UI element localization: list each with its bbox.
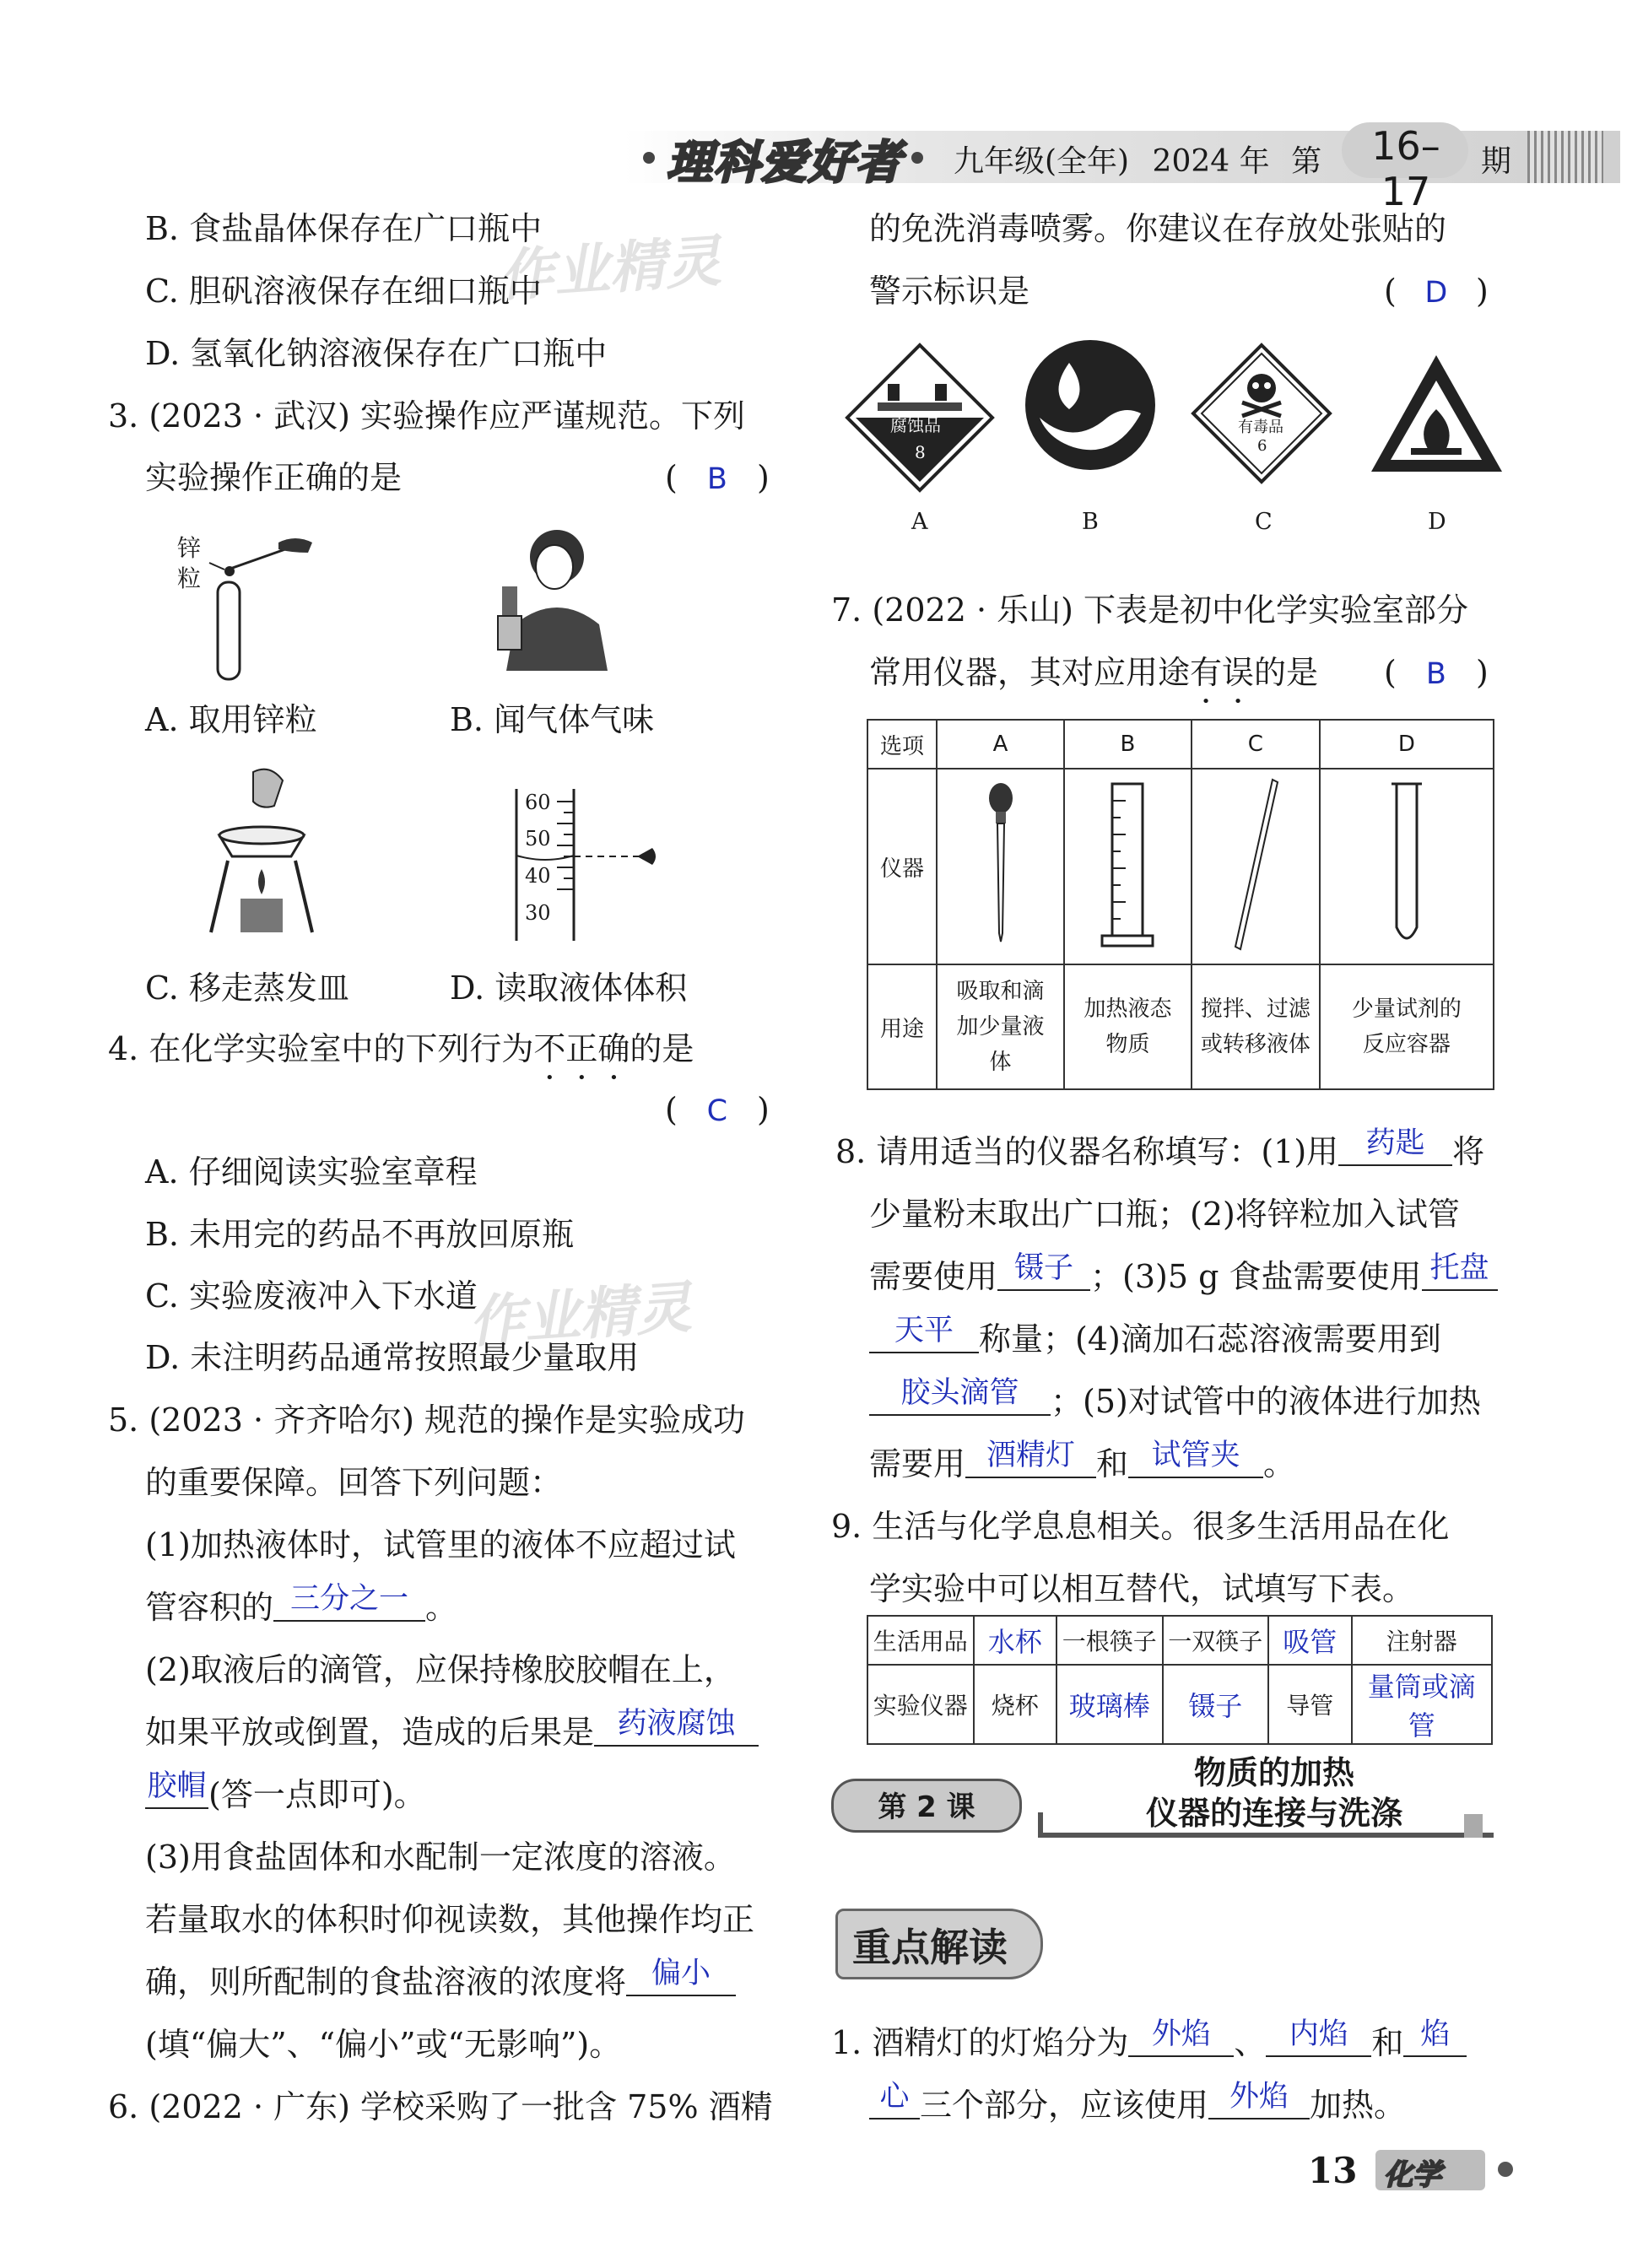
k1-answer-2: 内焰 [1289, 2017, 1348, 2051]
watermark-top: 作业精灵 [496, 228, 723, 310]
k1-blank-2[interactable] [1266, 2017, 1371, 2057]
q8-text-4b: 称量；(4)滴加石蕊溶液需要用到 [979, 1320, 1441, 1358]
q9-r2-c2: 烧杯 [974, 1665, 1056, 1744]
q9-r2-c6: 量筒或滴管 [1352, 1665, 1493, 1744]
q6-sign-c-num: 6 [1257, 437, 1267, 455]
q8-text-6a: 需要用 [869, 1445, 966, 1482]
q5-answer-1: 三分之一 [290, 1582, 409, 1616]
k1-blank-3a[interactable] [1403, 2017, 1467, 2057]
q7-th-d: D [1320, 720, 1494, 769]
q5-part3-a: (3)用食盐固体和水配制一定浓度的溶液。 [145, 1839, 736, 1876]
q5-part1-b [145, 1582, 458, 1627]
q5-blank-2b[interactable] [145, 1769, 208, 1809]
q8-line-4 [869, 1314, 1441, 1358]
q7-stem-pre: 常用仪器，其对应用途 [869, 654, 1191, 691]
q9-r2-c4: 镊子 [1163, 1665, 1269, 1744]
q5-answer-2b: 胶帽 [147, 1769, 207, 1803]
q8-answer-6: 试管夹 [1151, 1439, 1240, 1472]
q3-option-c: C. 移走蒸发皿 [145, 969, 349, 1007]
q7-stem-post: 的是 [1254, 654, 1319, 691]
q6-sign-c-text: 有毒品 [1238, 418, 1283, 436]
q7-use-d-text: 少量试剂的反应容器 [1351, 996, 1462, 1057]
k1-blank-1[interactable] [1128, 2017, 1234, 2057]
q3-label-zinc-1: 锌 [177, 534, 202, 562]
q7-use-c-text: 搅拌、过滤或转移液体 [1200, 996, 1310, 1057]
logo-dot-right [911, 152, 923, 164]
k1-blank-3b[interactable] [869, 2080, 920, 2120]
q5-part2-b-text: 如果平放或倒置，造成的后果是 [145, 1714, 595, 1751]
q5-part1-b-text: 管容积的 [145, 1589, 274, 1626]
lesson-title-2: 仪器的连接与洗涤 [1145, 1795, 1402, 1832]
q7-table [867, 719, 1494, 1090]
q2-option-d: D. 氢氧化钠溶液保存在广口瓶中 [145, 335, 608, 372]
q9-r1-c1: 生活用品 [867, 1616, 974, 1665]
q7-th-b: B [1064, 720, 1192, 769]
q6-label-d: D [1428, 509, 1446, 535]
k1-answer-3a: 焰 [1420, 2017, 1451, 2051]
q2-option-b: B. 食盐晶体保存在广口瓶中 [145, 210, 543, 247]
q7-th-option: 选项 [867, 720, 937, 769]
q8-text-5b: ；(5)对试管中的液体进行加热 [1051, 1383, 1481, 1420]
q3-tick-50: 50 [525, 827, 551, 850]
q5-part3-c [145, 1957, 736, 2001]
q8-answer-3a: 托盘 [1429, 1251, 1489, 1285]
k1-line-2 [869, 2080, 1407, 2125]
watermark-mid: 作业精灵 [467, 1274, 694, 1356]
q3-option-a: A. 取用锌粒 [145, 701, 317, 738]
q7-use-d [1320, 964, 1494, 1089]
q8-line-2: 少量粉末取出广口瓶；(2)将锌粒加入试管 [869, 1196, 1460, 1233]
key-heading: 重点解读 [852, 1925, 1008, 1970]
q7-img-dropper [937, 769, 1064, 964]
q8-text-6b: 和 [1096, 1445, 1129, 1482]
q4-option-c: C. 实验废液冲入下水道 [145, 1277, 478, 1315]
q4-stem [108, 1029, 694, 1068]
q7-use-b [1064, 964, 1192, 1089]
q9-r1-c4: 一双筷子 [1163, 1616, 1269, 1665]
year-text: 2024 [1152, 144, 1230, 179]
q8-line-6 [869, 1439, 1296, 1483]
q7-emph-2: 误 [1222, 654, 1255, 691]
k1-answer-4: 外焰 [1229, 2080, 1289, 2114]
q7-use-a [937, 964, 1064, 1089]
q8-blank-6[interactable] [1128, 1439, 1263, 1478]
q5-part2-c-text: (答一点即可)。 [208, 1776, 426, 1813]
q5-part3-b: 若量取水的体积时仰视读数，其他操作均正 [145, 1901, 755, 1938]
q8-text-1a: 8. 请用适当的仪器名称填写：(1)用 [835, 1133, 1339, 1170]
q8-answer-4: 胶头滴管 [900, 1376, 1019, 1410]
q8-text-3a: 需要使用 [869, 1258, 998, 1295]
year-unit: 年 [1239, 144, 1270, 179]
k1-blank-4[interactable] [1208, 2080, 1310, 2120]
q7-img-glass-rod [1192, 769, 1320, 964]
q2-option-c: C. 胆矾溶液保存在细口瓶中 [145, 273, 542, 310]
q8-line-5 [869, 1376, 1481, 1421]
q7-th-a: A [937, 720, 1064, 769]
q6-stem-3: 警示标识是 [869, 273, 1030, 310]
q7-stem-2 [869, 653, 1318, 692]
q6-label-b: B [1082, 509, 1099, 535]
q4-stem-pre: 4. 在化学实验室中的下列行为 [108, 1030, 534, 1067]
q6-sign-toxic [1190, 342, 1333, 485]
q5-blank-1[interactable] [273, 1582, 425, 1622]
q5-answer-2a: 药液腐蚀 [617, 1707, 736, 1741]
q3-answer-paren: ( B ) [665, 458, 770, 499]
q9-r1-c3: 一根筷子 [1056, 1616, 1163, 1665]
q5-part2-b [145, 1707, 759, 1752]
q9-table [867, 1615, 1493, 1745]
header-grade [954, 138, 1321, 181]
header-stripes [1527, 131, 1603, 183]
k1-answer-3b: 心 [879, 2080, 910, 2114]
q7-row-instrument: 仪器 [867, 769, 937, 964]
q8-text-1b: 将 [1452, 1133, 1485, 1170]
q8-answer-1: 药匙 [1365, 1126, 1425, 1160]
q8-answer-2: 镊子 [1014, 1251, 1074, 1285]
q6-sign-a-num: 8 [915, 442, 926, 462]
q5-part2-a: (2)取液后的滴管，应保持橡胶胶帽在上， [145, 1651, 736, 1688]
k1-text-1a: 1. 酒精灯的灯焰分为 [831, 2024, 1129, 2061]
q7-use-c [1192, 964, 1320, 1089]
q3-option-d: D. 读取液体体积 [450, 969, 688, 1007]
q4-emph-1: 不 [533, 1030, 566, 1067]
issue-suffix: 期 [1481, 144, 1512, 179]
q5-answer-3: 偏小 [651, 1957, 711, 1990]
q7-answer: B [1425, 657, 1446, 691]
q5-part1-a: (1)加热液体时，试管里的液体不应超过试 [145, 1526, 736, 1563]
q5-part3-d: (填“偏大”、“偏小”或“无影响”)。 [145, 2026, 622, 2063]
q9-stem-2: 学实验中可以相互替代，试填写下表。 [869, 1570, 1415, 1607]
q3-stem-text: 实验操作正确的是 [145, 459, 403, 496]
issue-number: 16–17 [1371, 123, 1440, 214]
q8-blank-3a[interactable] [1422, 1251, 1498, 1291]
k1-text-2c: 加热。 [1310, 2087, 1407, 2124]
q9-r2-c5: 导管 [1268, 1665, 1351, 1744]
q9-r1-c6: 注射器 [1352, 1616, 1493, 1665]
grade-text: 九年级(全年) [954, 144, 1130, 179]
q3-tick-30: 30 [525, 901, 551, 925]
q7-img-test-tube [1320, 769, 1494, 964]
q8-text-6c: 。 [1263, 1445, 1296, 1482]
q4-emph-3: 确 [597, 1030, 630, 1067]
q8-answer-5: 酒精灯 [986, 1439, 1076, 1472]
q4-option-d: D. 未注明药品通常按照最少量取用 [145, 1339, 640, 1376]
page-number: 13 [1308, 2150, 1358, 2191]
logo-dot-left [643, 152, 655, 164]
q8-blank-3b[interactable] [869, 1314, 979, 1353]
q7-emph-1: 有 [1190, 654, 1223, 691]
lesson-title-1: 物质的加热 [1193, 1754, 1354, 1791]
q3-fig-b [477, 523, 620, 675]
q7-answer-paren: ( B ) [1384, 653, 1489, 694]
footer-dot [1498, 2162, 1513, 2177]
q3-option-b: B. 闻气体气味 [450, 701, 655, 738]
q8-blank-5[interactable] [965, 1439, 1096, 1478]
q4-answer-paren: ( C ) [665, 1090, 770, 1131]
q7-th-c: C [1192, 720, 1320, 769]
lesson-tag-text: 第 2 课 [878, 1790, 975, 1824]
q7-row-use: 用途 [867, 964, 937, 1089]
q6-stem-2: 的免洗消毒喷雾。你建议在存放处张贴的 [869, 210, 1447, 247]
q8-line-3 [869, 1251, 1498, 1296]
q5-part1-end: 。 [425, 1589, 458, 1626]
q6-label-a: A [911, 509, 928, 535]
k1-and: 和 [1371, 2024, 1404, 2061]
q5-blank-3[interactable] [626, 1957, 736, 1996]
q7-use-a-text: 吸取和滴加少量液体 [956, 979, 1045, 1075]
q4-answer: C [706, 1094, 728, 1128]
q6-answer-paren: ( D ) [1384, 272, 1489, 312]
q6-label-c: C [1255, 509, 1273, 535]
q8-blank-2[interactable] [997, 1251, 1090, 1291]
issue-prefix: 第 [1291, 144, 1322, 179]
q3-tick-60: 60 [525, 791, 551, 814]
q6-stem-1: 6. (2022 · 广东) 学校采购了一批含 75% 酒精 [108, 2088, 773, 2125]
q7-use-b-text: 加热液态物质 [1083, 996, 1172, 1057]
q3-answer: B [706, 462, 727, 496]
q5-part2-c [145, 1769, 426, 1814]
q3-stem-1: 3. (2023 · 武汉) 实验操作应严谨规范。下列 [108, 397, 746, 435]
k1-text-2b: 三个部分，应该使用 [920, 2087, 1209, 2124]
subject-label: 化学 [1384, 2158, 1441, 2192]
q4-option-b: B. 未用完的药品不再放回原瓶 [145, 1216, 575, 1253]
k1-line-1 [831, 2017, 1467, 2062]
q5-blank-2a[interactable] [594, 1707, 759, 1747]
header-logo: 理科爱好者 [667, 136, 903, 189]
q4-option-a: A. 仔细阅读实验室章程 [145, 1153, 478, 1191]
k1-answer-1: 外焰 [1151, 2017, 1211, 2051]
q5-part3-c-text: 确，则所配制的食盐溶液的浓度将 [145, 1963, 627, 2001]
q8-blank-4[interactable] [869, 1376, 1051, 1416]
q3-stem-2 [145, 458, 402, 497]
q3-fig-c [194, 764, 329, 949]
q9-r1-c5: 吸管 [1268, 1616, 1351, 1665]
q6-answer: D [1424, 276, 1448, 310]
q4-emph-2: 正 [565, 1030, 598, 1067]
q8-line-1 [835, 1126, 1485, 1171]
q6-sign-a-text: 腐蚀品 [890, 415, 941, 435]
q9-r2-c3: 玻璃棒 [1056, 1665, 1163, 1744]
q7-stem-1: 7. (2022 · 乐山) 下表是初中化学实验室部分 [831, 591, 1469, 629]
q8-text-3b: ；(3)5 g 食盐需要使用 [1090, 1258, 1422, 1295]
q4-stem-post: 的是 [630, 1030, 694, 1067]
q3-tick-40: 40 [525, 864, 551, 888]
q5-stem-1: 5. (2023 · 齐齐哈尔) 规范的操作是实验成功 [108, 1401, 746, 1439]
q9-r1-c2: 水杯 [974, 1616, 1056, 1665]
q9-r2-c1: 实验仪器 [867, 1665, 974, 1744]
q9-stem-1: 9. 生活与化学息息相关。很多生活用品在化 [831, 1508, 1450, 1545]
lesson-banner-vline [1038, 1812, 1043, 1838]
q8-answer-3b: 天平 [894, 1314, 954, 1347]
q3-label-zinc-2: 粒 [177, 564, 202, 592]
q8-blank-1[interactable] [1338, 1126, 1452, 1166]
k1-sep: 、 [1234, 2024, 1267, 2061]
q6-sign-water [1023, 338, 1158, 472]
q6-sign-flammable [1367, 350, 1506, 477]
q5-stem-2: 的重要保障。回答下列问题： [145, 1464, 563, 1501]
q7-img-cylinder [1064, 769, 1192, 964]
